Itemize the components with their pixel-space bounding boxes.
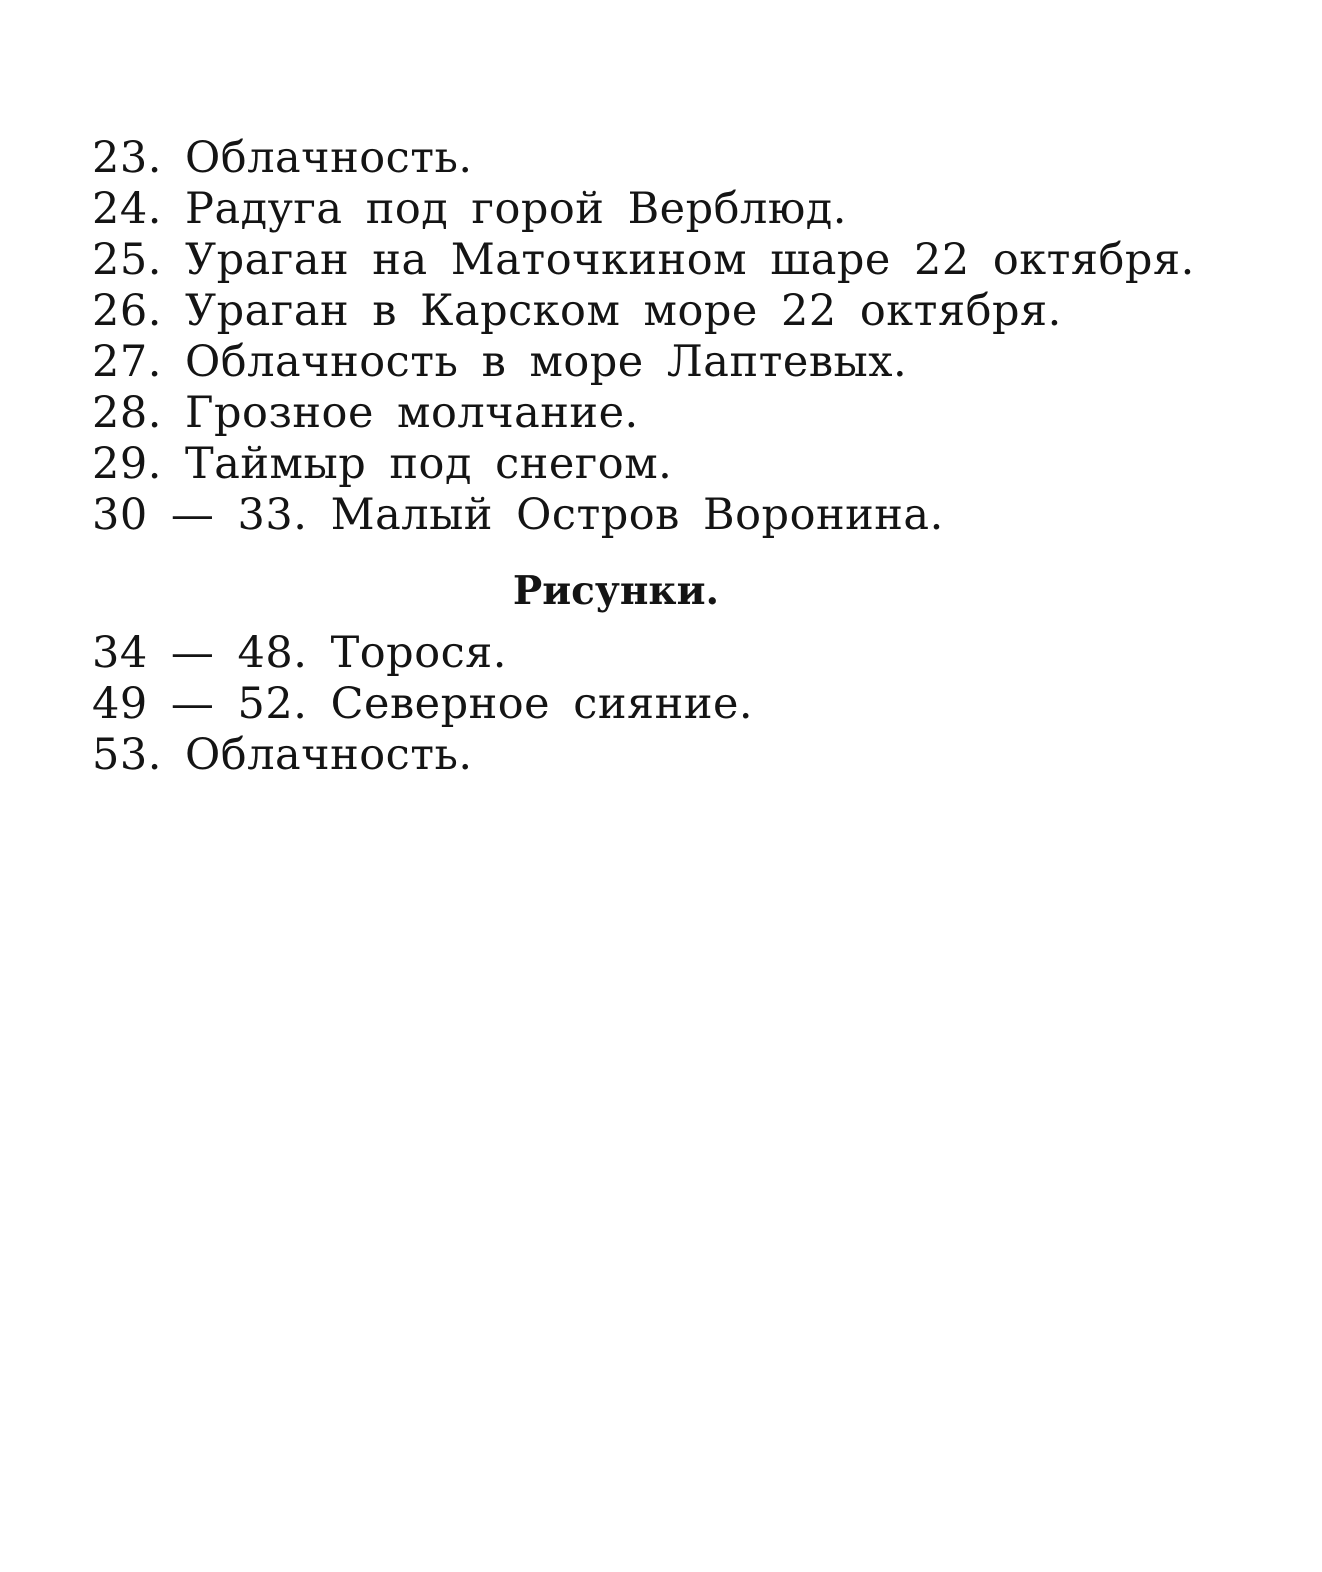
list-item: 26. Ураган в Карском море 22 октября. — [92, 286, 1062, 336]
list-item: 53. Облачность. — [92, 730, 473, 780]
list-item: 23. Облачность. — [92, 133, 473, 183]
list-item: 25. Ураган на Маточкином шаре 22 октября. — [92, 235, 1195, 285]
list-item: 28. Грозное молчание. — [92, 388, 639, 438]
list-item: 24. Радуга под горой Верблюд. — [92, 184, 847, 234]
section-heading: Рисунки. — [512, 568, 720, 614]
illustration-list — [92, 133, 1195, 541]
drawings-list — [92, 628, 753, 781]
list-item: 49 — 52. Северное сияние. — [92, 679, 754, 729]
list-item: 29. Таймыр под снегом. — [92, 439, 673, 489]
list-item: 34 — 48. Торося. — [92, 628, 507, 678]
list-item: 30 — 33. Малый Остров Воронина. — [92, 490, 944, 540]
list-item: 27. Облачность в море Лаптевых. — [92, 337, 908, 387]
